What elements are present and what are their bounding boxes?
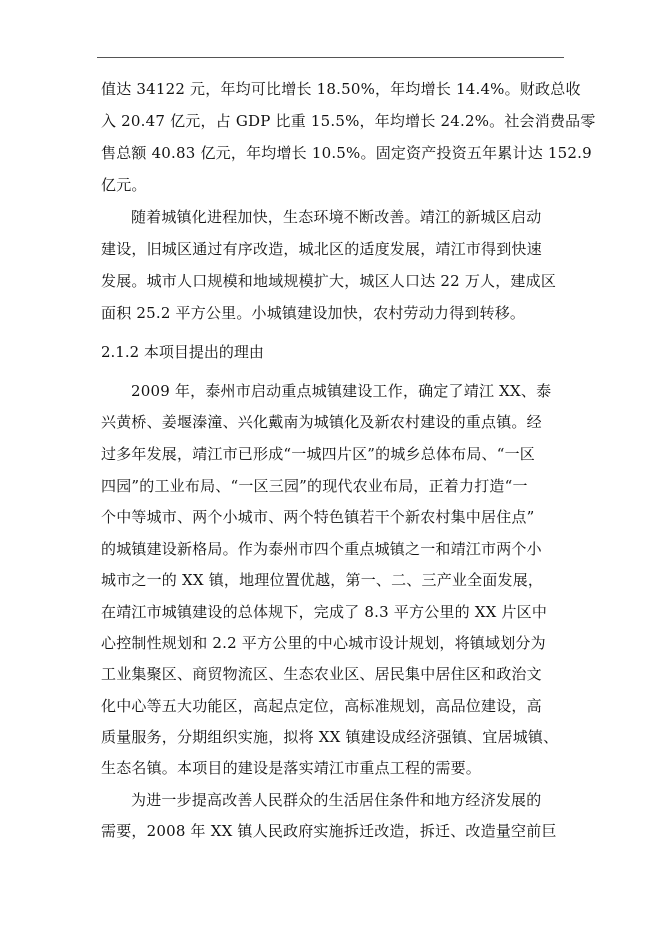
paragraph-3-line: 工业集聚区、商贸物流区、生态农业区、居民集中居住区和政治文	[101, 665, 542, 683]
paragraph-3-line: 2009 年，泰州市启动重点城镇建设工作，确定了靖江 XX、泰	[131, 382, 552, 400]
paragraph-2-line: 发展。城市人口规模和地域规模扩大，城区人口达 22 万人，建成区	[101, 272, 557, 290]
paragraph-1-line: 售总额 40.83 亿元，年均增长 10.5%。固定资产投资五年累计达 152.9	[101, 144, 592, 162]
paragraph-3-line: 四园”的工业布局、“一区三园”的现代农业布局，正着力打造“一	[101, 477, 528, 495]
paragraph-3-line: 的城镇建设新格局。作为泰州市四个重点城镇之一和靖江市两个小	[101, 540, 542, 558]
paragraph-3-line: 心控制性规划和 2.2 平方公里的中心城市设计规划，将镇域划分为	[101, 634, 546, 652]
paragraph-1-line: 值达 34122 元，年均可比增长 18.50%，年均增长 14.4%。财政总收	[101, 80, 581, 98]
paragraph-4-line: 需要，2008 年 XX 镇人民政府实施拆迁改造，拆迁、改造量空前巨	[101, 822, 557, 840]
paragraph-1-line: 亿元。	[101, 176, 147, 194]
section-heading: 2.1.2 本项目提出的理由	[101, 343, 264, 361]
paragraph-3-line: 兴黄桥、姜堰溱潼、兴化戴南为城镇化及新农村建设的重点镇。经	[101, 413, 542, 431]
paragraph-3-line: 个中等城市、两个小城市、两个特色镇若干个新农村集中居住点”	[101, 508, 535, 526]
paragraph-3-line: 质量服务，分期组织实施，拟将 XX 镇建设成经济强镇、宜居城镇、	[101, 728, 559, 746]
header-rule	[97, 57, 564, 58]
paragraph-3-line: 化中心等五大功能区，高起点定位，高标准规划，高品位建设，高	[101, 697, 542, 715]
paragraph-3-line: 生态名镇。本项目的建设是落实靖江市重点工程的需要。	[101, 759, 482, 777]
paragraph-2-line: 建设，旧城区通过有序改造，城北区的适度发展，靖江市得到快速	[101, 240, 542, 258]
paragraph-2-line: 随着城镇化进程加快，生态环境不断改善。靖江的新城区启动	[131, 208, 542, 226]
paragraph-2-line: 面积 25.2 平方公里。小城镇建设加快，农村劳动力得到转移。	[101, 304, 526, 322]
paragraph-3-line: 过多年发展，靖江市已形成“一城四片区”的城乡总体布局、“一区	[101, 445, 536, 463]
paragraph-3-line: 在靖江市城镇建设的总体规下，完成了 8.3 平方公里的 XX 片区中	[101, 603, 548, 621]
paragraph-3-line: 城市之一的 XX 镇，地理位置优越，第一、二、三产业全面发展，	[101, 571, 544, 589]
paragraph-1-line: 入 20.47 亿元，占 GDP 比重 15.5%，年均增长 24.2%。社会消费品零	[101, 112, 596, 130]
paragraph-4-line: 为进一步提高改善人民群众的生活居住条件和地方经济发展的	[131, 791, 542, 809]
